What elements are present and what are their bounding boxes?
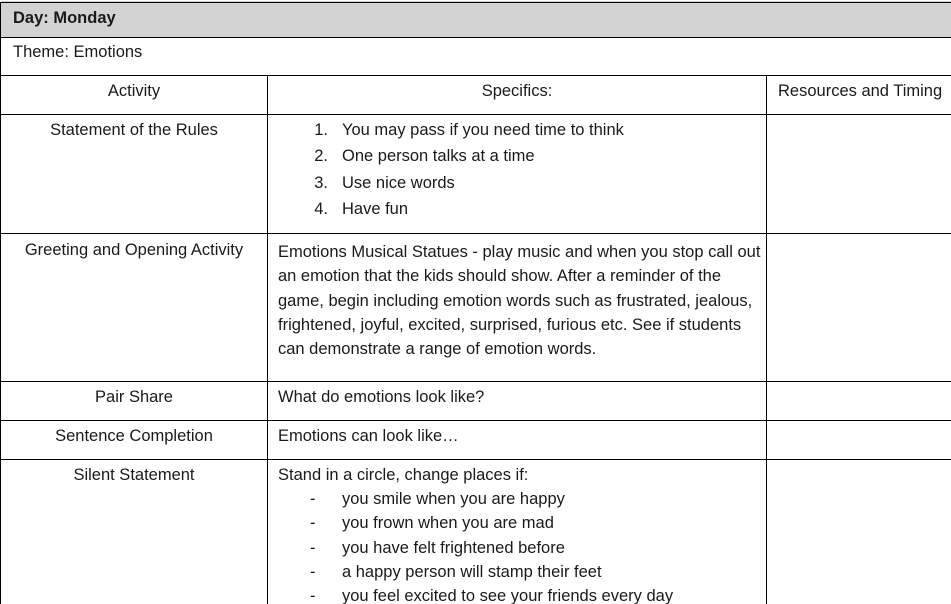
pair-share-specifics: What do emotions look like?	[278, 388, 485, 406]
list-item: you have felt frightened before	[342, 539, 565, 557]
list-item: you smile when you are happy	[342, 490, 565, 508]
theme-title: Theme: Emotions	[13, 43, 143, 61]
day-header-band	[1, 1, 951, 38]
list-item: you frown when you are mad	[342, 514, 554, 532]
activity-pair-share: Pair Share	[95, 388, 173, 406]
rule-header	[0, 114, 951, 115]
rule-sentence	[0, 459, 951, 460]
day-title: Day: Monday	[13, 9, 116, 27]
dash-bullet: -	[310, 490, 316, 508]
list-number: 3.	[314, 174, 328, 192]
rule-theme	[0, 75, 951, 76]
list-item: Have fun	[342, 200, 409, 218]
list-number: 1.	[314, 121, 328, 139]
sentence-specifics: Emotions can look like…	[278, 427, 459, 445]
rule-col2	[766, 75, 767, 604]
greeting-specifics: Emotions Musical Statues - play music and when you stop call out an emotion that the kids should show. After a reminder of the game, begin including emotion words such as frustrated, jealous, frightened, joyful, excited, surprised, furious etc. See if students can demonstrate a range of emotion words.	[278, 243, 761, 359]
silent-intro: Stand in a circle, change places if:	[278, 466, 529, 484]
rule-rules	[0, 233, 951, 234]
list-number: 2.	[314, 147, 328, 165]
rule-top	[0, 2, 951, 3]
list-item: you feel excited to see your friends every day	[342, 587, 674, 604]
list-item: Use nice words	[342, 174, 455, 192]
header-activity: Activity	[107, 82, 161, 100]
header-specifics: Specifics:	[481, 82, 553, 100]
list-number: 4.	[314, 200, 328, 218]
activity-rules: Statement of the Rules	[50, 121, 218, 139]
activity-greeting: Greeting and Opening Activity	[24, 241, 244, 259]
rule-col1	[267, 75, 268, 604]
header-resources: Resources and Timing	[778, 82, 943, 100]
dash-bullet: -	[310, 587, 316, 604]
rule-day	[0, 37, 951, 38]
list-item: a happy person will stamp their feet	[342, 563, 602, 581]
rule-pair-share	[0, 420, 951, 421]
list-item: One person talks at a time	[342, 147, 535, 165]
rule-greeting	[0, 381, 951, 382]
activity-sentence: Sentence Completion	[55, 427, 213, 445]
dash-bullet: -	[310, 514, 316, 532]
dash-bullet: -	[310, 539, 316, 557]
dash-bullet: -	[310, 563, 316, 581]
activity-silent: Silent Statement	[73, 466, 195, 484]
list-item: You may pass if you need time to think	[342, 121, 624, 139]
